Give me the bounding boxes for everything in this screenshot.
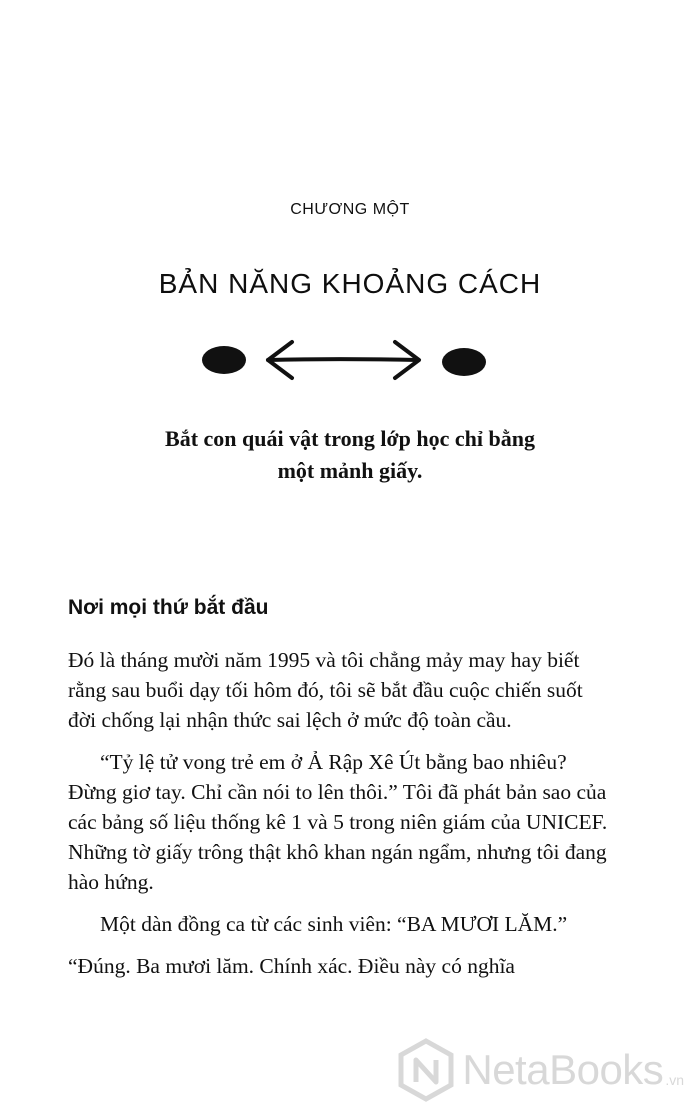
watermark-brand: NetaBooks (462, 1046, 664, 1093)
chapter-epigraph (90, 423, 610, 487)
double-arrow (268, 342, 419, 378)
watermark-suffix: .vn (665, 1072, 684, 1088)
right-dot (442, 348, 486, 376)
netabooks-logo-icon (398, 1038, 454, 1102)
left-dot (202, 346, 246, 374)
chapter-title: BẢN NĂNG KHOẢNG CÁCH (158, 268, 542, 299)
body-text (68, 645, 608, 993)
chapter-label: CHƯƠNG MỘT (290, 201, 410, 218)
gap-arrow-icon (190, 334, 500, 390)
paragraph: Một dàn đồng ca từ các sinh viên: “BA MƯƠI LĂM.” (100, 912, 568, 936)
paragraph: “Đúng. Ba mươi lăm. Chính xác. Điều này có nghĩa (68, 954, 515, 978)
paragraph: “Tỷ lệ tử vong trẻ em ở Ả Rập Xê Út bằng bao nhiêu? Đừng giơ tay. Chỉ cần nói to lên thôi.” Tôi đã phát bản sao của các bảng số liệu thống kê 1 và 5 trong niên giám của UNICEF. Những tờ giấy trông thật khô khan ngán ngẩm, nhưng tôi đang hào hứng. (68, 750, 608, 894)
section-heading: Nơi mọi thứ bắt đầu (68, 596, 269, 619)
paragraph: Đó là tháng mười năm 1995 và tôi chẳng mảy may hay biết rằng sau buổi dạy tối hôm đó, tôi sẽ bắt đầu cuộc chiến suốt đời chống lại nhận thức sai lệch ở mức độ toàn cầu. (68, 648, 583, 732)
epigraph-line: một mảnh giấy. (277, 458, 423, 483)
watermark (398, 1038, 684, 1102)
epigraph-line: Bắt con quái vật trong lớp học chỉ bằng (165, 426, 535, 451)
